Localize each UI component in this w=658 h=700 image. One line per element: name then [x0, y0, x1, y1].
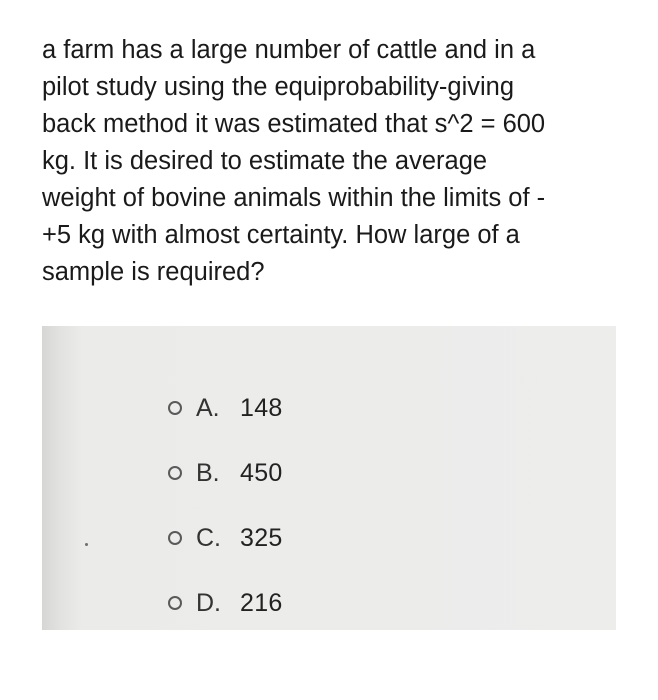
option-value: 325 — [240, 523, 283, 552]
question-line: sample is required? — [42, 258, 265, 286]
option-letter: D. — [196, 588, 221, 617]
screen-speck — [85, 543, 88, 546]
option-a[interactable] — [168, 393, 283, 423]
answer-options-panel — [42, 326, 616, 630]
option-letter: B. — [196, 458, 220, 487]
option-value: 216 — [240, 588, 283, 617]
radio-button-icon[interactable] — [168, 596, 182, 610]
question-line: +5 kg with almost certainty. How large of a — [42, 221, 520, 249]
radio-button-icon[interactable] — [168, 401, 182, 415]
radio-button-icon[interactable] — [168, 531, 182, 545]
option-letter: C. — [196, 523, 221, 552]
question-text — [42, 32, 632, 291]
option-b[interactable] — [168, 458, 283, 488]
radio-button-icon[interactable] — [168, 466, 182, 480]
option-value: 148 — [240, 393, 283, 422]
question-line: pilot study using the equiprobability-giving — [42, 73, 515, 101]
option-d[interactable] — [168, 588, 283, 618]
question-line: weight of bovine animals within the limits of - — [42, 184, 546, 212]
option-c[interactable] — [168, 523, 283, 553]
option-letter: A. — [196, 393, 220, 422]
question-line: kg. It is desired to estimate the average — [42, 147, 488, 175]
option-value: 450 — [240, 458, 283, 487]
question-line: a farm has a large number of cattle and in a — [42, 36, 536, 64]
question-line: back method it was estimated that s^2 = 600 — [42, 110, 546, 138]
